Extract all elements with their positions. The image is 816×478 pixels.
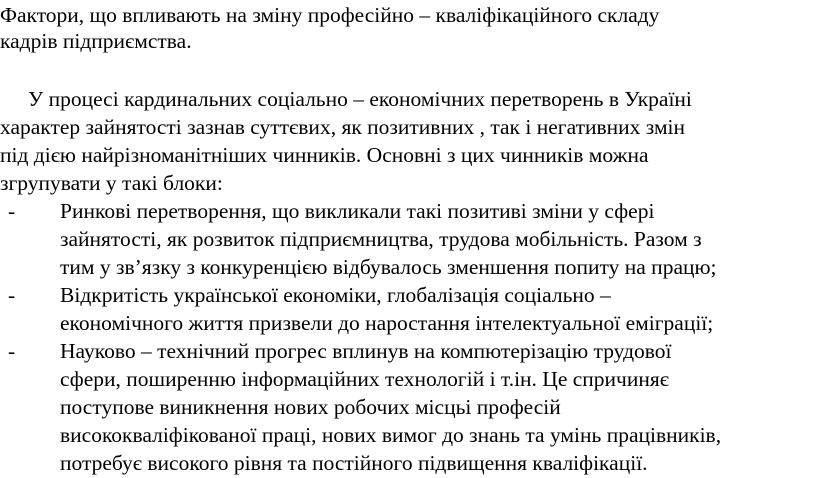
bullet-3-line-4: висококваліфікованої праці, нових вимог до знань та умінь працівників, bbox=[60, 423, 722, 447]
intro-line-1: У процесі кардинальних соціально – економічних перетворень в Україні bbox=[28, 87, 692, 111]
bullet-1-line-3: тим у зв’язку з конкуренцією відбувалось зменшення попиту на працю; bbox=[60, 255, 717, 279]
bullet-marker: - bbox=[8, 339, 16, 363]
bullet-marker: - bbox=[8, 199, 16, 223]
bullet-1-line-1: Ринкові перетворення, що викликали такі позитиві зміни у сфері bbox=[60, 199, 655, 223]
bullet-marker: - bbox=[8, 283, 16, 307]
intro-line-4: згрупувати у такі блоки: bbox=[0, 171, 223, 195]
intro-line-2: характер зайнятості зазнав суттєвих, як позитивних , так і негативних змін bbox=[0, 115, 686, 139]
bullet-3-line-2: сфери, поширенню інформаційних технологій і т.ін. Це спричиняє bbox=[60, 367, 670, 391]
bullet-3-line-1: Науково – технічний прогрес вплинув на компютерізацію трудової bbox=[60, 339, 672, 363]
bullet-2-line-1: Відкритість української економіки, глобалізація соціально – bbox=[60, 283, 611, 307]
title-line-1: Фактори, що впливають на зміну професійно – кваліфікаційного складу bbox=[0, 3, 660, 27]
bullet-3-line-5: потребує високого рівня та постійного підвищення кваліфікації. bbox=[60, 451, 648, 475]
intro-line-3: під дією найрізноманітніших чинників. Основні з цих чинників можна bbox=[0, 143, 649, 167]
title-line-2: кадрів підприємства. bbox=[0, 29, 192, 53]
bullet-1-line-2: зайнятості, як розвиток підприємництва, трудова мобільність. Разом з bbox=[60, 227, 702, 251]
bullet-2-line-2: економічного життя призвели до наростання інтелектуальної еміграції; bbox=[60, 311, 714, 335]
bullet-3-line-3: поступове виникнення нових робочих місцьі професій bbox=[60, 395, 561, 419]
